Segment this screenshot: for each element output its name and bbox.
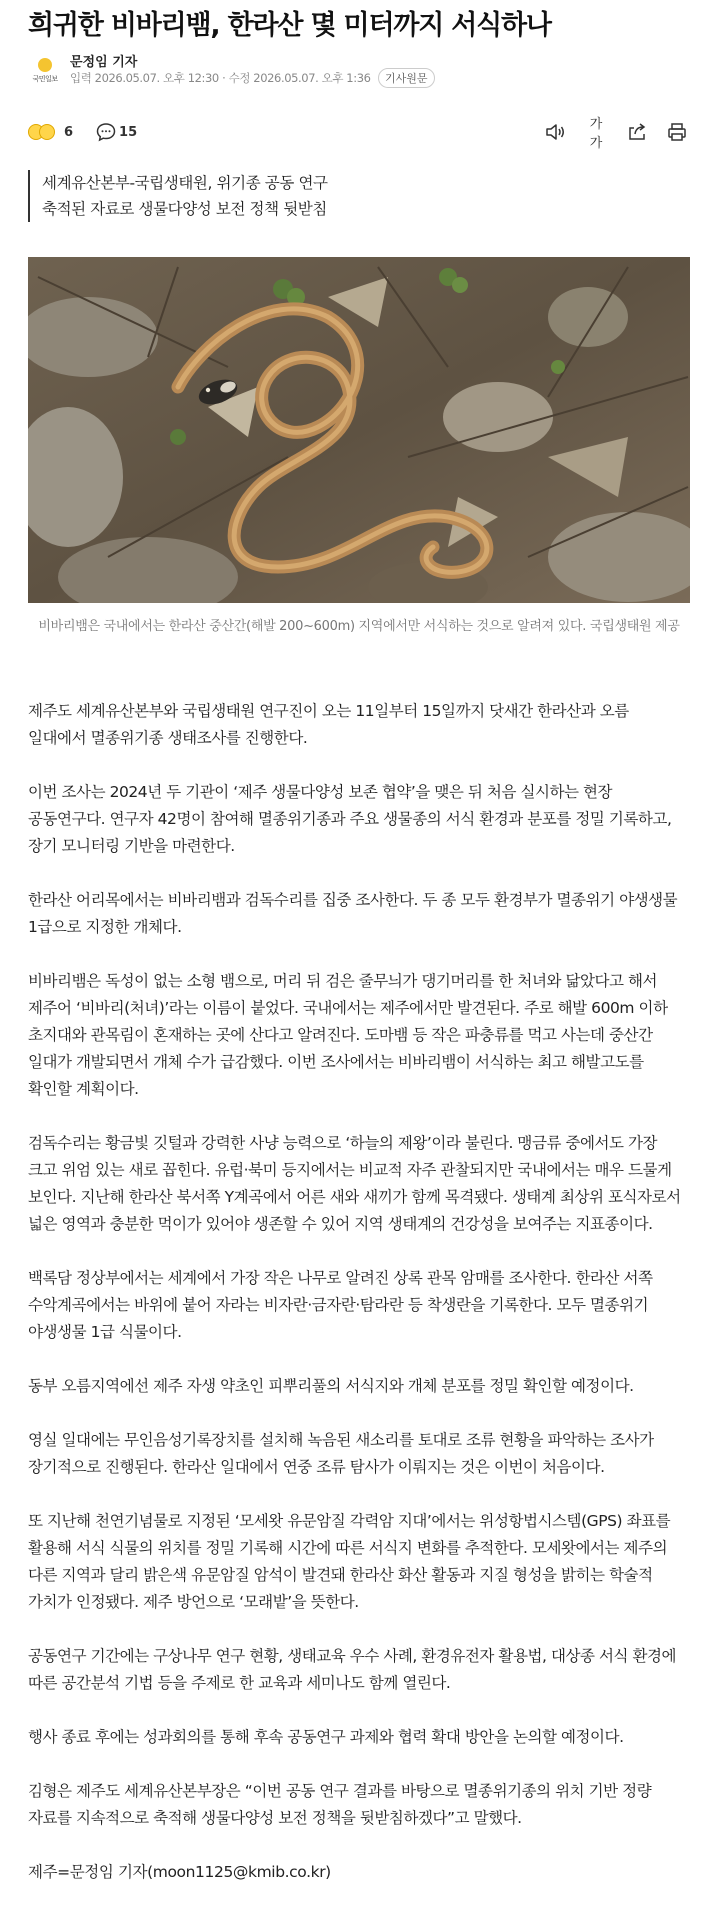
tool-icons [544, 117, 688, 151]
article-subheadings [28, 170, 328, 222]
speaker-icon[interactable] [544, 121, 566, 143]
article-actions-bar [28, 117, 688, 151]
original-article-button[interactable]: 기사원문 [378, 68, 435, 88]
article-paragraph: 비바리뱀은 독성이 없는 소형 뱀으로, 머리 뒤 검은 줄무늬가 댕기머리를 한 처녀와 닮았다고 해서 제주어 ‘비바리(처녀)’라는 이름이 붙었다. 국내에서는 제주에서만 발견된다. 주로 해발 600m 이하 초지대와 관목림이 혼재하는 곳에 산다고 알려진다. 도마뱀 등 작은 파충류를 먹고 사는데 중산간 일대가 개발되면서 개체 수가 급감했다. 이번 조사에서는 비바리뱀이 서식하는 최고 해발고도를 확인할 계획이다. [28, 972, 668, 1098]
comment-button[interactable] [95, 121, 137, 143]
article-paragraph: 영실 일대에는 무인음성기록장치를 설치해 녹음된 새소리를 토대로 조류 현황을 파악하는 조사가 장기적으로 진행된다. 한라산 일대에서 연중 조류 탐사가 이뤄지는 것은 이번이 처음이다. [28, 1431, 654, 1476]
article-paragraph: 제주도 세계유산본부와 국립생태원 연구진이 오는 11일부터 15일까지 닷새간 한라산과 오름 일대에서 멸종위기종 생태조사를 진행한다. [28, 702, 629, 747]
font-size-icon[interactable]: 가가 [589, 117, 603, 151]
logo-sun-icon [38, 58, 52, 72]
article-paragraph: 동부 오름지역에선 제주 자생 약초인 피뿌리풀의 서식지와 개체 분포를 정밀 확인할 예정이다. [28, 1377, 634, 1395]
publisher-logo[interactable] [28, 53, 62, 87]
snake-photo[interactable] [28, 257, 690, 603]
article-paragraph: 한라산 어리목에서는 비바리뱀과 검독수리를 집중 조사한다. 두 종 모두 환경부가 멸종위기 야생생물 1급으로 지정한 개체다. [28, 891, 678, 936]
article-paragraph: 또 지난해 천연기념물로 지정된 ‘모세왓 유문암질 각력암 지대’에서는 위성항법시스템(GPS) 좌표를 활용해 서식 식물의 위치를 정밀 기록해 시간에 따른 서식지 변화를 추적한다. 모세왓에서는 제주의 다른 지역과 달리 밝은색 유문암질 암석이 발견돼 한라산 화산 활동과 지질 형성을 밝히는 학술적 가치가 인정됐다. 제주 방언으로 ‘모래밭’을 뜻한다. [28, 1512, 671, 1611]
article-headline: 희귀한 비바리뱀, 한라산 몇 미터까지 서식하나 [28, 10, 551, 41]
article-body [28, 698, 690, 1886]
subhead-line: 축적된 자료로 생물다양성 보전 정책 뒷받침 [42, 200, 327, 218]
reaction-count: 6 [64, 124, 74, 140]
article-paragraph: 이번 조사는 2024년 두 기관이 ‘제주 생물다양성 보존 협약’을 맺은 뒤 처음 실시하는 현장 공동연구다. 연구자 42명이 참여해 멸종위기종과 주요 생물종의 서식 환경과 분포를 정밀 기록하고, 장기 모니터링 기반을 마련한다. [28, 783, 672, 855]
subhead-line: 세계유산본부-국립생태원, 위기종 공동 연구 [42, 174, 328, 192]
reporter-name[interactable]: 문정임 기자 [70, 55, 138, 70]
share-icon[interactable] [626, 121, 648, 143]
emoji-icon [39, 124, 55, 140]
reporter-credit: 제주=문정임 기자(moon1125@kmib.co.kr) [28, 1863, 331, 1881]
reaction-button[interactable] [28, 121, 62, 143]
snake-photo-illustration [28, 257, 690, 603]
print-icon[interactable] [666, 121, 688, 143]
article-paragraph: 공동연구 기간에는 구상나무 연구 현황, 생태교육 우수 사례, 환경유전자 활용법, 대상종 서식 환경에 따른 공간분석 기법 등을 주제로 한 교육과 세미나도 함께 열린다. [28, 1647, 677, 1692]
article-paragraph: 행사 종료 후에는 성과회의를 통해 후속 공동연구 과제와 협력 확대 방안을 논의할 예정이다. [28, 1728, 624, 1746]
reactions-group [28, 118, 137, 146]
logo-text: 국민일보 [32, 75, 58, 83]
photo-caption: 비바리뱀은 국내에서는 한라산 중산간(해발 200~600m) 지역에서만 서식하는 것으로 알려져 있다. 국립생태원 제공 [38, 619, 680, 634]
comment-icon [95, 121, 117, 143]
publish-dates: 입력 2026.05.07. 오후 12:30 · 수정 2026.05.07. 오후 1:36 [70, 71, 371, 85]
article-paragraph: 검독수리는 황금빛 깃털과 강력한 사냥 능력으로 ‘하늘의 제왕’이라 불린다. 맹금류 중에서도 가장 크고 위엄 있는 새로 꼽힌다. 유럽·북미 등지에서는 비교적 자주 관찰되지만 국내에서는 매우 드물게 보인다. 지난해 한라산 북서쪽 Y계곡에서 어른 새와 새끼가 함께 목격됐다. 생태계 최상위 포식자로서 넓은 영역과 충분한 먹이가 있어야 생존할 수 있어 지역 생태계의 건강성을 보여주는 지표종이다. [28, 1134, 681, 1233]
comment-count: 15 [119, 124, 138, 140]
article-paragraph: 김형은 제주도 세계유산본부장은 “이번 공동 연구 결과를 바탕으로 멸종위기종의 위치 기반 정량 자료를 지속적으로 축적해 생물다양성 보전 정책을 뒷받침하겠다”고 말했다. [28, 1782, 652, 1827]
article-paragraph: 백록담 정상부에서는 세계에서 가장 작은 나무로 알려진 상록 관목 암매를 조사한다. 한라산 서쪽 수악계곡에서는 바위에 붙어 자라는 비자란·금자란·탐라란 등 착생란을 기록한다. 모두 멸종위기 야생생물 1급 식물이다. [28, 1269, 653, 1341]
